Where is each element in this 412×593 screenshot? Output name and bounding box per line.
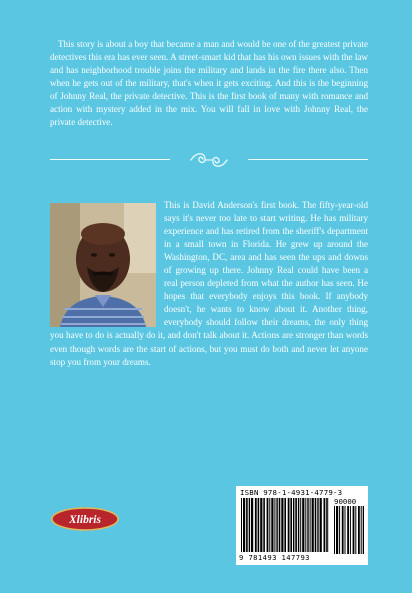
publisher-logo-text: Xlibris <box>69 514 101 526</box>
divider-rule-right <box>248 159 368 160</box>
isbn-number: ISBN 978-1-4931-4779-3 <box>240 488 343 497</box>
divider-rule-left <box>50 159 170 160</box>
xlibris-logo <box>50 506 120 532</box>
book-synopsis: This story is about a boy that became a man and would be one of the greatest private detectives this era has ever seen. A street-smart kid that has his own issues with the law and has neighborhood trouble joins the military and lands in the fire there also. Then when he gets out of the military, that's when it gets exciting. And this is the beginning of Johnny Real, the private detective. This is the first book of many with romance and action with mystery added in the mix. You will fall in love with Johnny Real, the private detective. <box>50 39 368 127</box>
ean-barcode-bars <box>240 498 330 554</box>
photo-text-wrap <box>50 199 164 327</box>
section-divider <box>50 150 368 170</box>
author-bio <box>50 199 368 369</box>
divider-flourish-icon <box>188 150 230 170</box>
isbn-barcode <box>236 486 368 565</box>
author-bio-text: This is David Anderson's first book. The fifty-year-old says it's never too late to start writing. He has military experience and has retired from the sheriff's department in a small town in Florida. He grew up around the Washington, DC, area and has seen the ups and downs of growing up there. Johnny Real could have been a real person depleted from what the author has seen. He hopes that everybody enjoys this book. If anybody doesn't, he wants to know about it. Another thing, everybody should follow their dreams, the only thing you have to do is actually do it, and don't talk about it. Actions are stronger than words even though words are the start of actions, but you must do both and never let anyone stop you from your dreams. <box>50 200 368 367</box>
addon-barcode-bars <box>333 506 365 554</box>
ean-number: 9 781493 147793 <box>239 553 310 562</box>
price-code: 90000 <box>334 497 357 506</box>
